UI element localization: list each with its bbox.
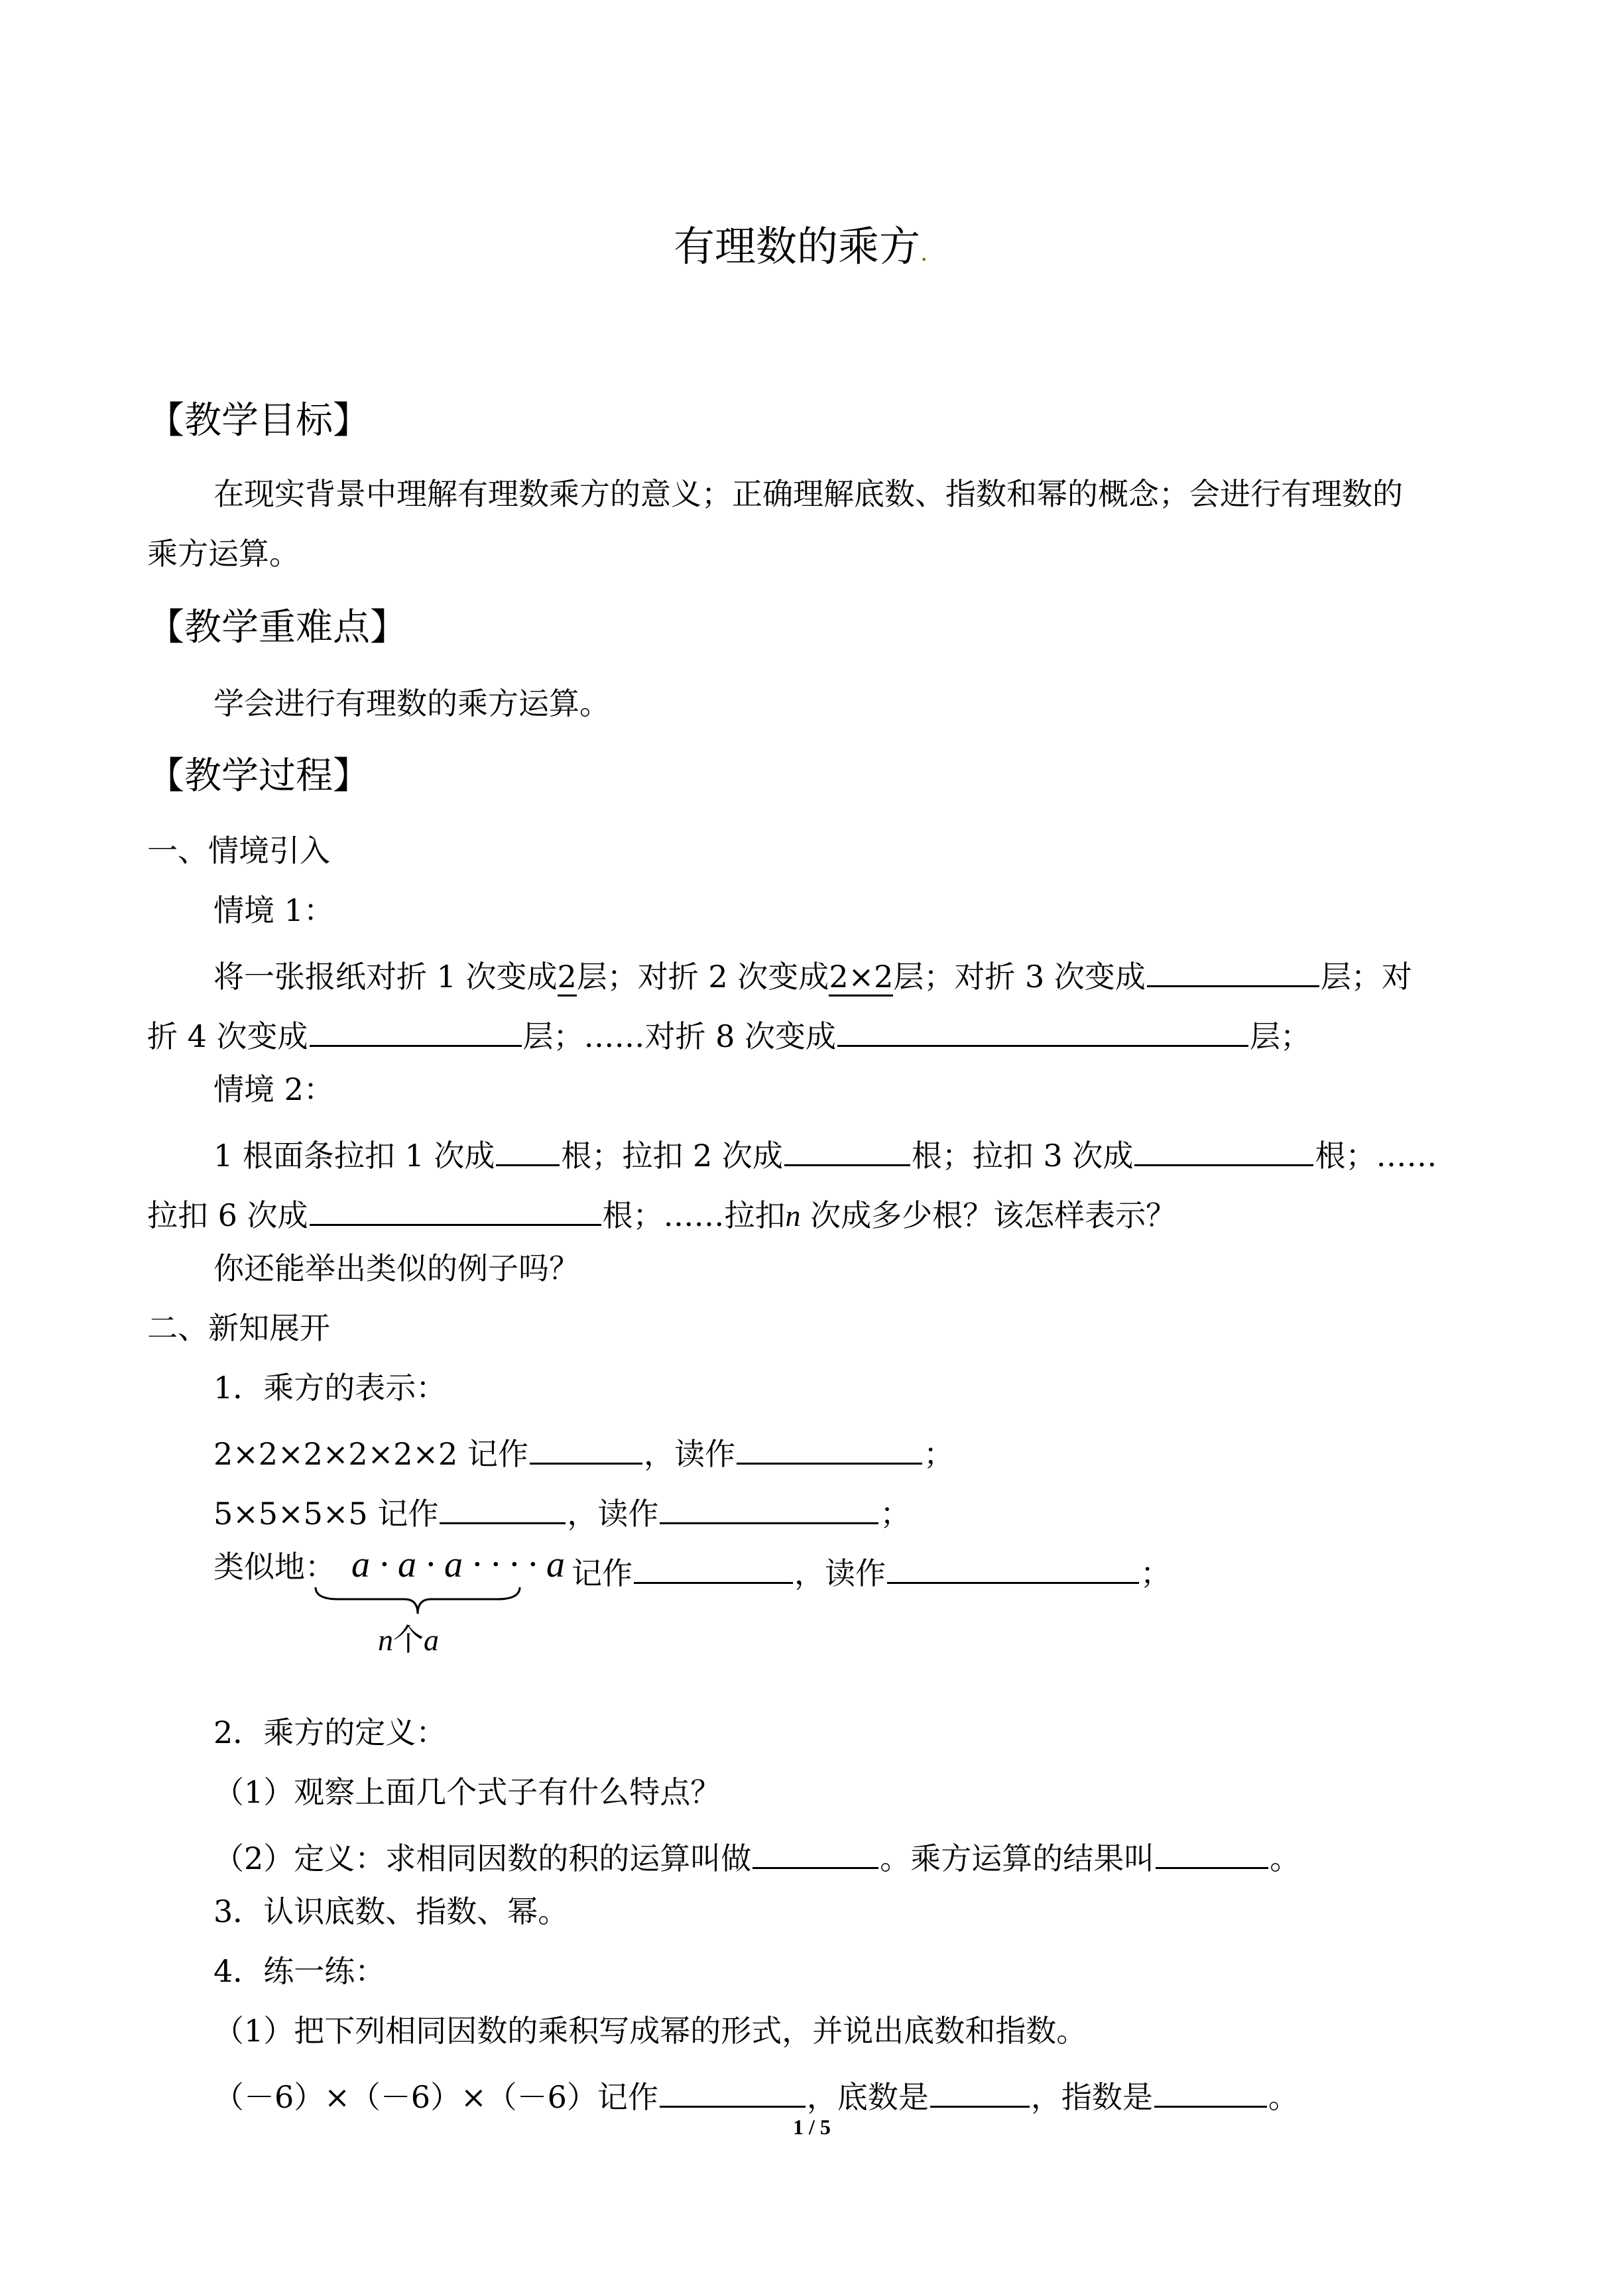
heading-teaching-objectives: 【教学目标】 bbox=[147, 399, 370, 442]
blank-definition-op[interactable] bbox=[752, 1837, 878, 1869]
item2-label: 2．乘方的定义： bbox=[213, 1715, 447, 1750]
item2-definition: （2）定义：求相同因数的积的运算叫做 。乘方运算的结果叫 。 bbox=[213, 1837, 1300, 1874]
item4-exercise: （－6）×（－6）×（－6）记作 ，底数是 ，指数是 。 bbox=[213, 2075, 1299, 2112]
blank-fold4[interactable] bbox=[310, 1014, 522, 1047]
key-points-line1: 学会进行有理数的乘方运算。 bbox=[213, 686, 610, 721]
scene2-label: 情境 2： bbox=[213, 1071, 334, 1107]
scene2-line2: 拉扣 6 次成 根；……拉扣n 次成多少根？该怎样表示？ bbox=[147, 1193, 1176, 1231]
question-similar-examples: 你还能举出类似的例子吗？ bbox=[213, 1250, 579, 1286]
blank-expr1-read[interactable] bbox=[737, 1432, 922, 1465]
item2-observe: （1）观察上面几个式子有什么特点？ bbox=[213, 1774, 721, 1810]
blank-pull6[interactable] bbox=[310, 1193, 601, 1226]
expr2-line: 5×5×5×5 记作 ，读作 ； bbox=[213, 1492, 910, 1529]
scene1-label: 情境 1： bbox=[213, 892, 334, 928]
blank-expr1-write[interactable] bbox=[530, 1432, 642, 1465]
blank-fold8[interactable] bbox=[837, 1014, 1248, 1047]
blank-expr3-read[interactable] bbox=[887, 1551, 1139, 1584]
blank-exercise-base[interactable] bbox=[930, 2075, 1030, 2108]
item3-label: 3．认识底数、指数、幂。 bbox=[213, 1894, 569, 1929]
title-mark: . bbox=[920, 239, 928, 267]
expr3-prefix: 类似地： bbox=[213, 1549, 335, 1585]
blank-expr3-write[interactable] bbox=[634, 1551, 793, 1584]
scene1-line1: 将一张报纸对折 1 次变成2层；对折 2 次变成2×2层；对折 3 次变成 层；对 bbox=[213, 955, 1412, 992]
blank-pull1[interactable] bbox=[496, 1134, 560, 1166]
brace-label: n个a bbox=[378, 1622, 439, 1658]
answer-2x2: 2×2 bbox=[829, 959, 893, 997]
objectives-line2: 乘方运算。 bbox=[147, 536, 300, 572]
expr1-line: 2×2×2×2×2×2 记作 ，读作 ； bbox=[213, 1432, 954, 1469]
blank-pull2[interactable] bbox=[784, 1134, 910, 1166]
page-title: 有理数的乘方. bbox=[674, 222, 928, 271]
blank-expr2-write[interactable] bbox=[440, 1492, 566, 1524]
heading-teaching-process: 【教学过程】 bbox=[147, 755, 370, 798]
item4-instruction: （1）把下列相同因数的乘积写成幂的形式，并说出底数和指数。 bbox=[213, 2013, 1087, 2049]
item1-label: 1．乘方的表示： bbox=[213, 1370, 447, 1406]
expr3-product: a · a · a · · · · a bbox=[351, 1544, 565, 1585]
objectives-line1: 在现实背景中理解有理数乘方的意义；正确理解底数、指数和幂的概念；会进行有理数的 bbox=[213, 476, 1403, 512]
blank-fold3[interactable] bbox=[1147, 955, 1319, 987]
blank-exercise-write[interactable] bbox=[660, 2075, 806, 2108]
blank-pull3[interactable] bbox=[1134, 1134, 1313, 1166]
blank-expr2-read[interactable] bbox=[660, 1492, 878, 1524]
part2-title: 二、新知展开 bbox=[147, 1310, 330, 1346]
underbrace-icon bbox=[312, 1585, 524, 1622]
blank-definition-result[interactable] bbox=[1156, 1837, 1268, 1869]
heading-key-points: 【教学重难点】 bbox=[147, 606, 407, 649]
page-number: 1 / 5 bbox=[793, 2115, 831, 2139]
expr3-rest: 记作 ，读作 ； bbox=[571, 1551, 1171, 1589]
part1-title: 一、情境引入 bbox=[147, 833, 330, 869]
answer-2: 2 bbox=[558, 959, 577, 997]
blank-exercise-exponent[interactable] bbox=[1154, 2075, 1267, 2108]
scene1-line2: 折 4 次变成 层；……对折 8 次变成 层； bbox=[147, 1014, 1311, 1052]
item4-label: 4．练一练： bbox=[213, 1953, 386, 1989]
scene2-line1: 1 根面条拉扣 1 次成 根；拉扣 2 次成 根；拉扣 3 次成 根；…… bbox=[213, 1134, 1437, 1171]
variable-n: n bbox=[785, 1199, 801, 1233]
